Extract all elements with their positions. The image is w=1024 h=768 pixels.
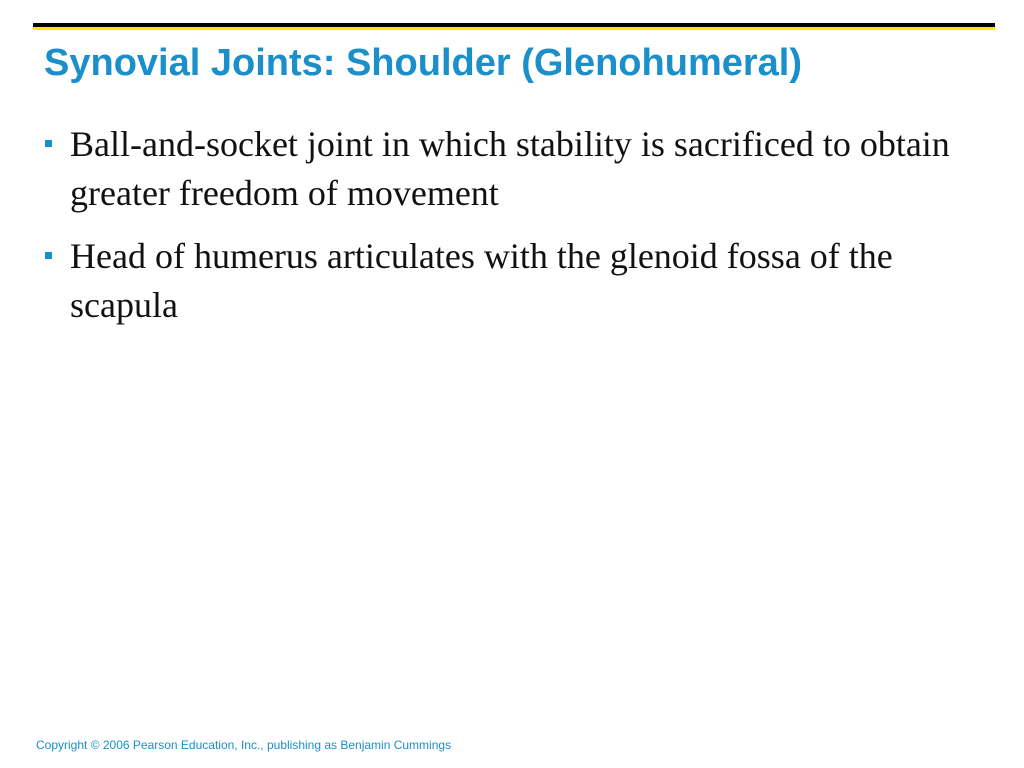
bullet-list: [44, 120, 984, 344]
bullet-item: [44, 232, 984, 330]
slide-title: Synovial Joints: Shoulder (Glenohumeral): [44, 42, 802, 84]
bullet-item: [44, 120, 984, 218]
square-bullet-icon: [45, 140, 52, 147]
bullet-text: Head of humerus articulates with the glenoid fossa of the scapula: [70, 236, 893, 325]
copyright-footer: Copyright © 2006 Pearson Education, Inc., publishing as Benjamin Cummings: [36, 738, 452, 752]
bullet-text: Ball-and-socket joint in which stability is sacrificed to obtain greater freedom of movement: [70, 124, 950, 213]
square-bullet-icon: [45, 252, 52, 259]
top-rule-yellow: [33, 27, 995, 30]
